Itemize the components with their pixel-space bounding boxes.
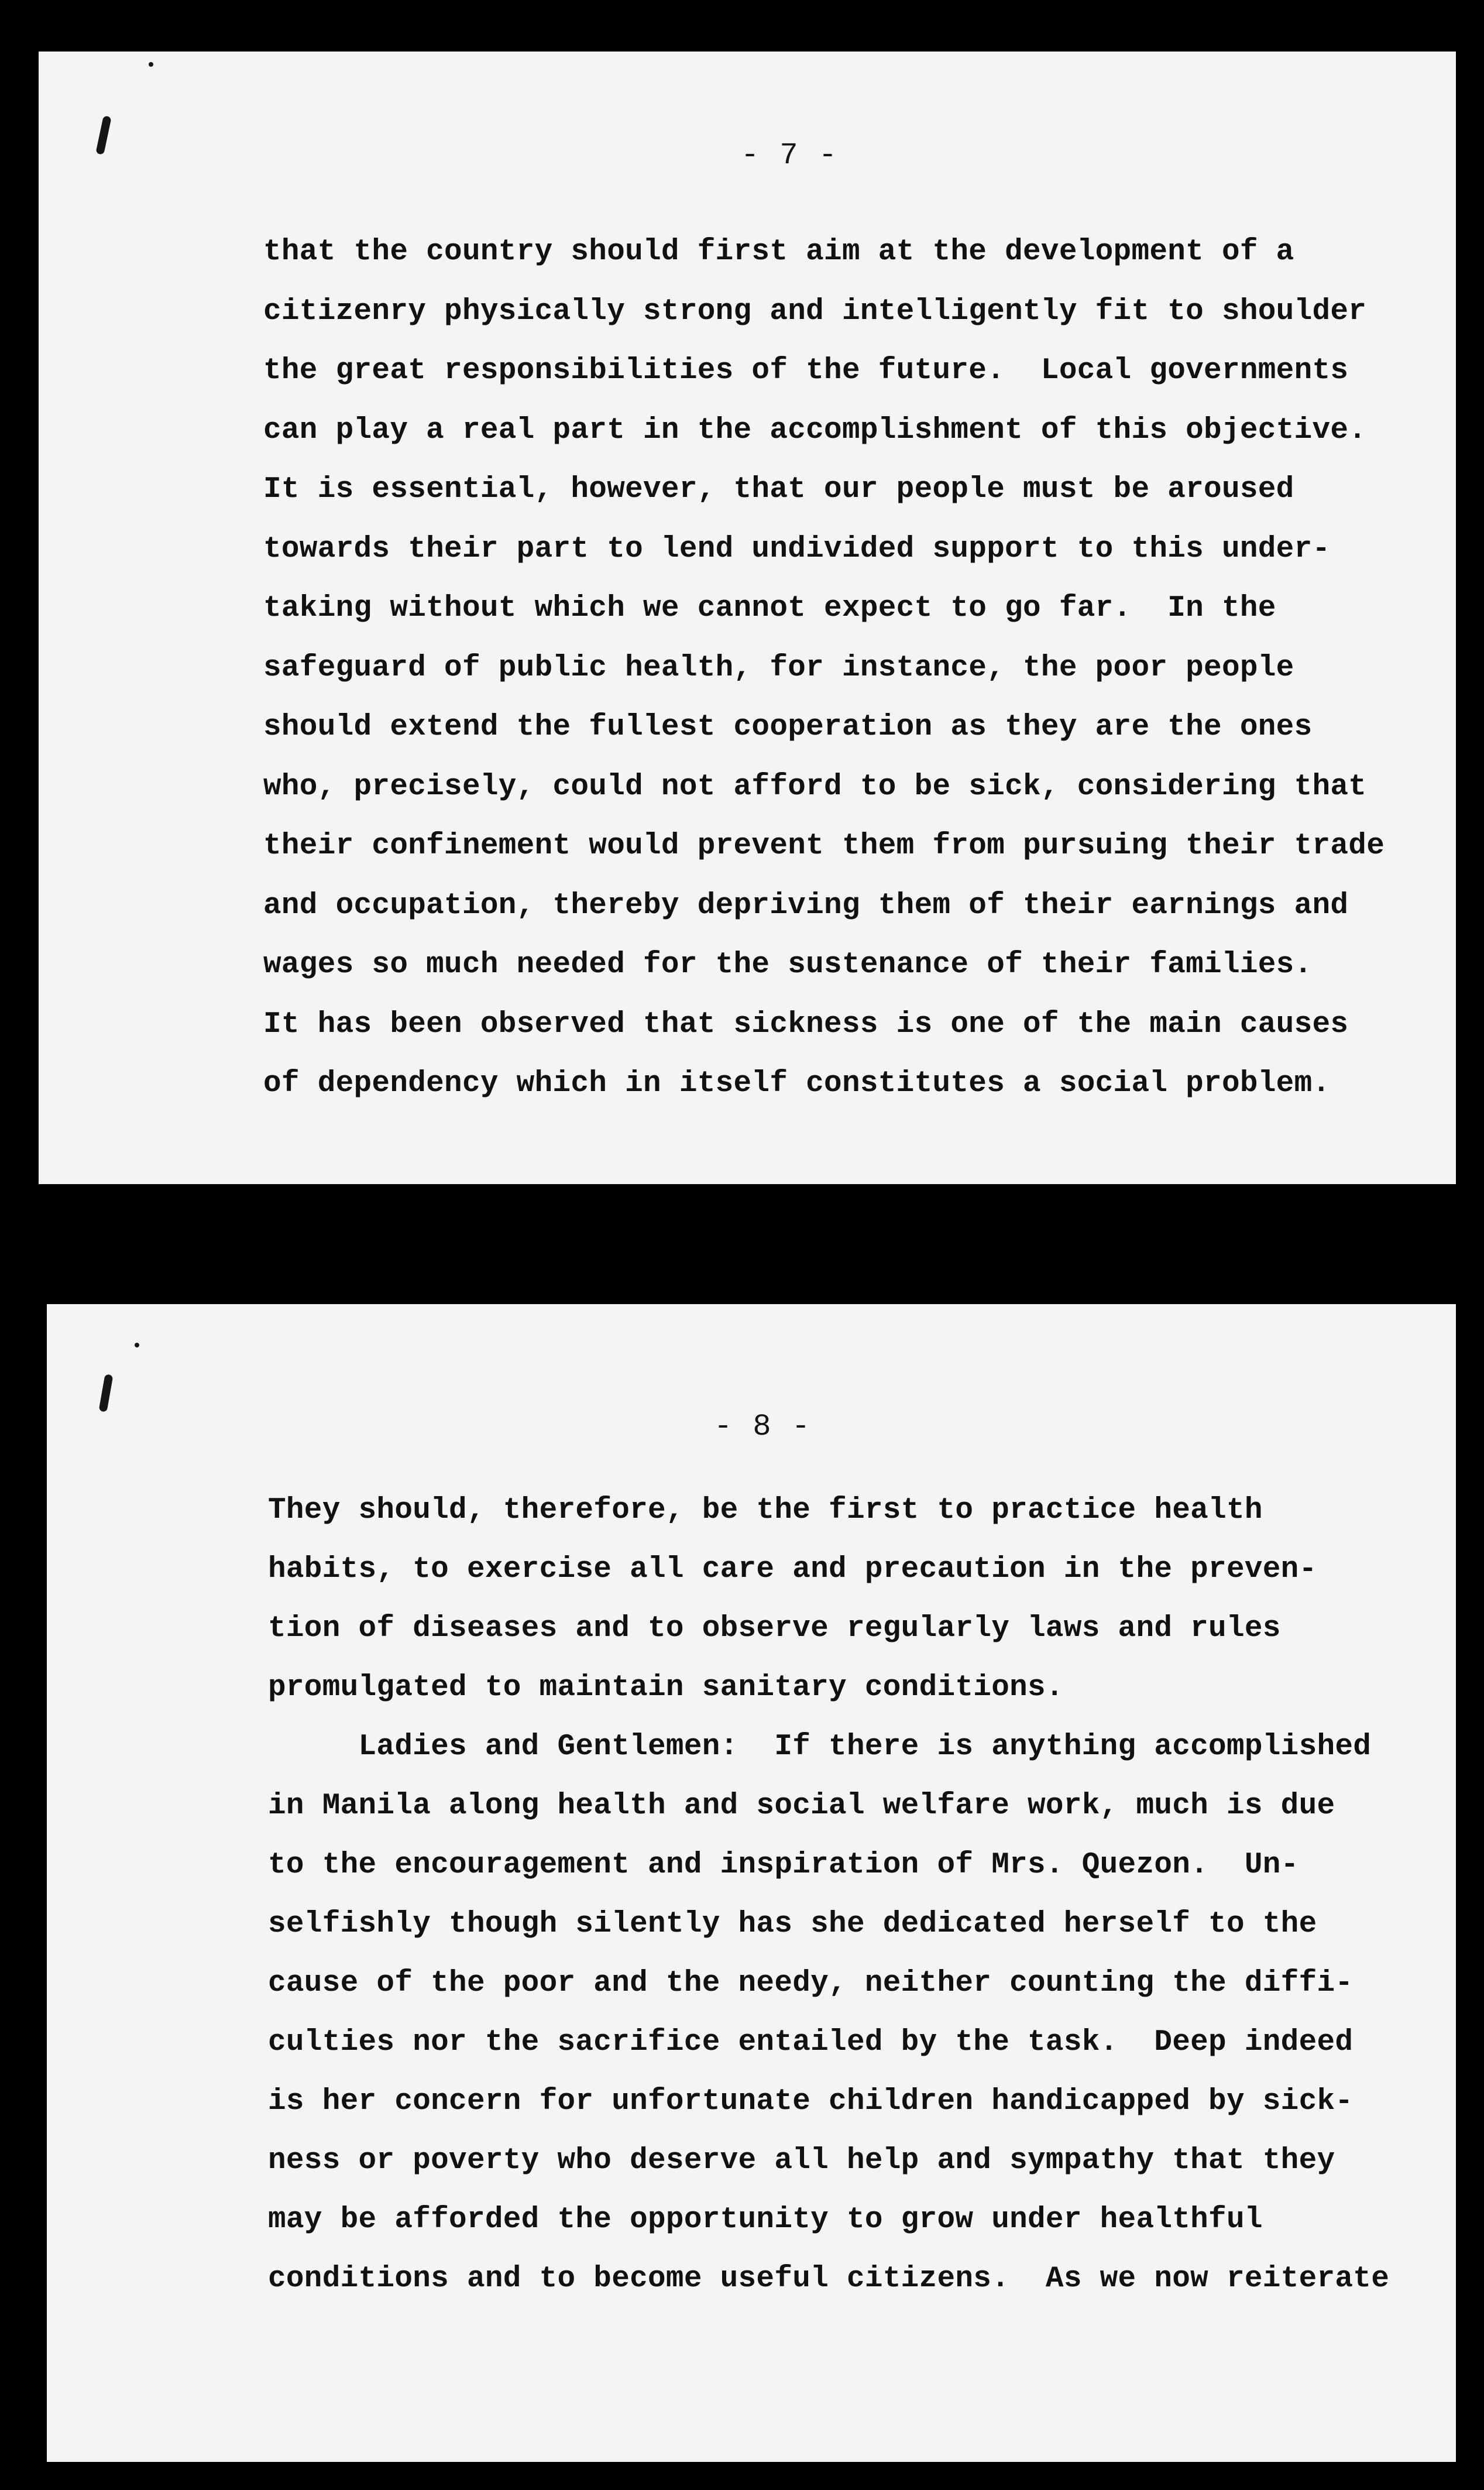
binder-mark: [95, 115, 111, 155]
ink-speck: [149, 62, 153, 67]
text-line: It has been observed that sickness is one of the main causes: [263, 1007, 1349, 1041]
text-line: in Manila along health and social welfare work, much is due: [268, 1789, 1335, 1823]
text-line: taking without which we cannot expect to go far. In the: [263, 592, 1276, 625]
document-page-8: [47, 1304, 1456, 2462]
text-line: citizenry physically strong and intelligently fit to shoulder: [263, 294, 1367, 328]
text-line: and occupation, thereby depriving them of their earnings and: [263, 889, 1349, 922]
binder-mark: [99, 1374, 114, 1412]
text-line: towards their part to lend undivided support to this under-: [263, 532, 1331, 566]
text-line: should extend the fullest cooperation as they are the ones: [263, 711, 1313, 744]
body-text: [263, 222, 1385, 1114]
page-number: - 8 -: [714, 1409, 812, 1444]
page-number: - 7 -: [741, 138, 839, 173]
text-line: wages so much needed for the sustenance of their families.: [263, 948, 1313, 982]
text-line: Ladies and Gentlemen: If there is anything accomplished: [268, 1730, 1372, 1764]
text-line: habits, to exercise all care and precaution in the preven-: [268, 1553, 1317, 1586]
text-line: selfishly though silently has she dedicated herself to the: [268, 1908, 1317, 1941]
body-text: [268, 1481, 1389, 2309]
text-line: may be afforded the opportunity to grow under healthful: [268, 2203, 1263, 2237]
text-line: the great responsibilities of the future. Local governments: [263, 354, 1349, 387]
text-line: can play a real part in the accomplishment of this objective.: [263, 413, 1367, 447]
text-line: They should, therefore, be the first to practice health: [268, 1494, 1263, 1527]
text-line: culties nor the sacrifice entailed by the task. Deep indeed: [268, 2026, 1354, 2059]
text-line: to the encouragement and inspiration of Mrs. Quezon. Un-: [268, 1848, 1299, 1882]
text-line: is her concern for unfortunate children handicapped by sick-: [268, 2085, 1354, 2118]
text-line: their confinement would prevent them from pursuing their trade: [263, 829, 1385, 863]
text-line: of dependency which in itself constitutes a social problem.: [263, 1067, 1331, 1100]
text-line: cause of the poor and the needy, neither counting the diffi-: [268, 1967, 1354, 2000]
ink-speck: [135, 1343, 139, 1347]
document-page-7: [39, 52, 1456, 1184]
text-line: ness or poverty who deserve all help and sympathy that they: [268, 2144, 1335, 2177]
text-line: safeguard of public health, for instance, the poor people: [263, 651, 1294, 685]
text-line: conditions and to become useful citizens. As we now reiterate: [268, 2262, 1390, 2296]
text-line: who, precisely, could not afford to be sick, considering that: [263, 770, 1367, 804]
text-line: that the country should first aim at the development of a: [263, 235, 1294, 269]
text-line: tion of diseases and to observe regularly laws and rules: [268, 1612, 1281, 1645]
text-line: promulgated to maintain sanitary conditions.: [268, 1671, 1064, 1704]
text-line: It is essential, however, that our people must be aroused: [263, 473, 1294, 506]
